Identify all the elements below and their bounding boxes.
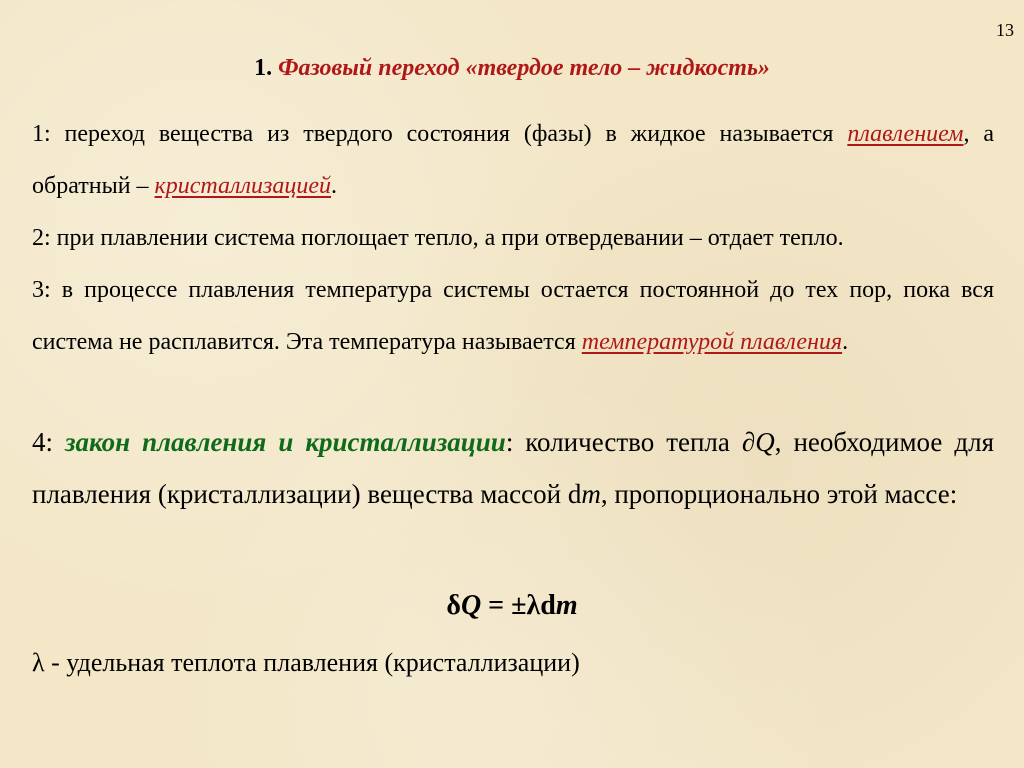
paragraph-number: 1 xyxy=(32,121,44,147)
paragraph-3 xyxy=(32,264,994,368)
formula-delta: δ xyxy=(446,590,461,621)
formula-rhs: = ±λd xyxy=(481,590,556,621)
paragraph-text: : при плавлении система поглощает тепло, а при отвердевании – отдает тепло. xyxy=(44,225,844,251)
formula-q: Q xyxy=(460,590,482,621)
paragraph-number: 3 xyxy=(32,277,44,303)
formula-m: m xyxy=(555,590,578,621)
formula xyxy=(0,590,1024,622)
paragraph-2 xyxy=(32,212,994,264)
paragraph-text: : в процессе плавления температура системы остается постоянной до тех пор, пока вся система не расплавится. Эта температура называется xyxy=(32,277,994,355)
paragraph-text: , а обратный – xyxy=(32,121,994,199)
paragraph-text: , необходимое для плавления (кристаллизации) вещества массой d xyxy=(32,427,994,509)
symbol-m: m xyxy=(581,479,601,509)
paragraph-text: : xyxy=(45,427,65,457)
term-melting: плавлением xyxy=(847,121,964,147)
page-number: 13 xyxy=(996,20,1014,40)
slide-title xyxy=(0,55,1024,82)
paragraph-text: . xyxy=(842,329,849,355)
title-text: Фазовый переход «твердое тело – жидкость» xyxy=(278,55,770,81)
paragraph-text: , пропорционально этой массе: xyxy=(600,479,958,509)
paragraph-text: . xyxy=(331,173,337,199)
paragraph-4 xyxy=(32,416,994,520)
paragraph-text: : переход вещества из твердого состояния (фазы) в жидкое называется xyxy=(44,121,848,147)
formula-legend: λ - удельная теплота плавления (кристаллизации) xyxy=(32,648,580,677)
term-melting-temperature: температурой плавления xyxy=(581,329,843,355)
law-name: закон плавления и кристаллизации xyxy=(64,427,506,457)
symbol-q: Q xyxy=(755,427,775,457)
paragraph-number: 2 xyxy=(32,225,44,251)
paragraph-number: 4 xyxy=(32,427,46,457)
paragraph-1 xyxy=(32,108,994,212)
term-crystallization: кристаллизацией xyxy=(154,173,331,199)
title-number: 1. xyxy=(254,55,279,81)
paragraph-text: : количество тепла ∂ xyxy=(505,427,756,457)
